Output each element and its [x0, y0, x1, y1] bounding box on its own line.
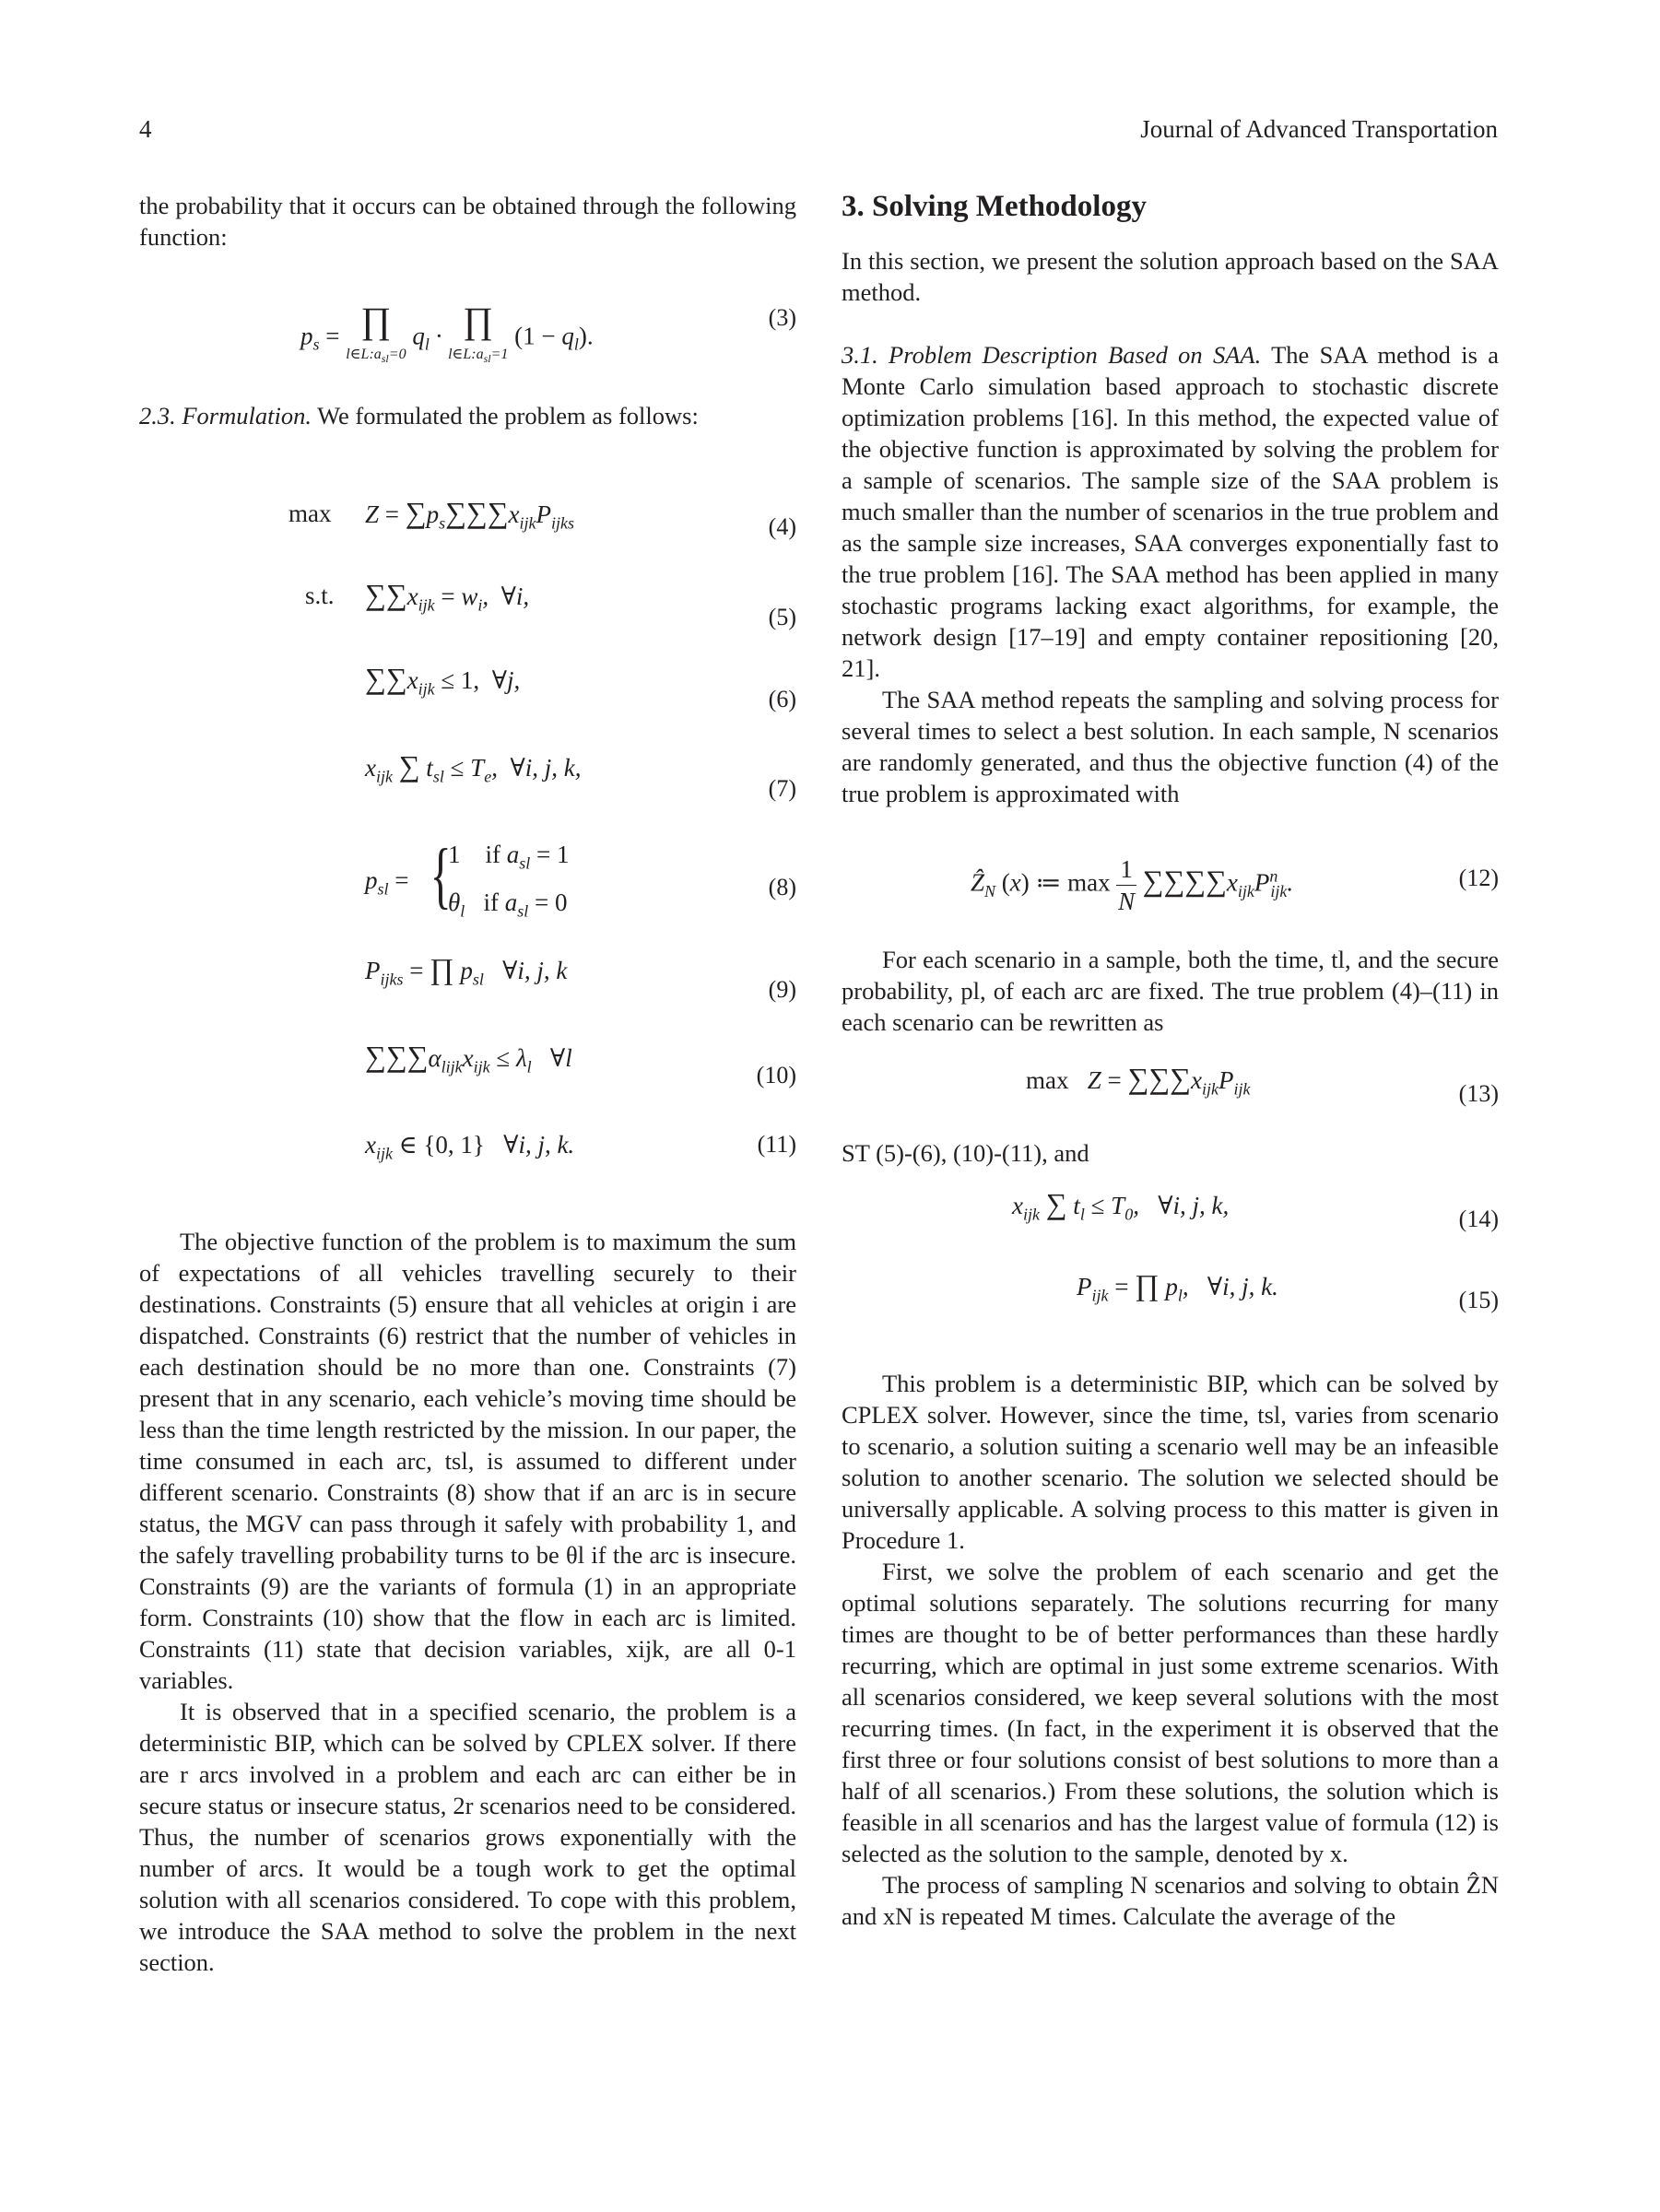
eq-number-14: (14): [1458, 1206, 1499, 1232]
right-para-2: The SAA method repeats the sampling and solving process for several times to select a best solution. In each sample, N scenarios are randomly generated, and thus the objective function (4) of the true problem is approximated with: [842, 686, 1499, 807]
eq-number-13: (13): [1458, 1080, 1499, 1107]
page-number: 4: [139, 115, 152, 143]
left-para-1: The objective function of the problem is to maximum the sum of expectations of all vehicles travelling securely to their destinations. Constraints (5) ensure that all vehicles at origin i are dispatched. Constraints (6) restrict that the number of vehicles in each destination should be no more than one. Constraints (7) present that in any scenario, each vehicle’s moving time should be less than the time length restricted by the mission. In our paper, the time consumed in each arc, tsl, is assumed to different under different scenario. Constraints (8) show that if an arc is in secure status, the MGV can pass through it safely with probability 1, and the safely travelling probability turns to be θl if the arc is insecure. Constraints (9) are the variants of formula (1) in an appropriate form. Constraints (10) show that the flow in each arc is limited. Constraints (11) state that decision variables, xijk, are all 0-1 variables.: [139, 1228, 796, 1694]
eq-number-15: (15): [1458, 1287, 1499, 1313]
st-line: ST (5)-(6), (10)-(11), and: [842, 1139, 1089, 1167]
equation-3: $p_s$ = ∏ $l\in L:a_{sl}=0$ $q_l$ · ∏ $l\in L:a_{sl}=1$ $(1 - q_l)$. (3): [300, 300, 796, 366]
equation-12: Ẑ$_N$ (x) ≔ max $\frac{1}{N}$ $\sum\sum\sum\sum x_{ijk}P^n_{ijk}$. (12): [971, 855, 1499, 915]
right-para-5: First, we solve the problem of each scenario and get the optimal solutions separately. The solutions recurring for many times are thought to be of better performances than these hardly recurring, which are optimal in just some extreme scenarios. With all scenarios considered, we keep several solutions with the most recurring times. (In fact, in the experiment it is observed that the first three or four solutions consist of best solutions to more than a half of all scenarios.) From these solutions, the solution which is feasible in all scenarios and has the largest value of formula (12) is selected as the solution to the sample, denoted by x.: [842, 1558, 1499, 1867]
equation-15: $P_{ijk}$ = ∏ $p_l$, ∀i, j, k. (15): [842, 1266, 1499, 1340]
eq-number-7: (7): [768, 775, 796, 802]
right-intro: In this section, we present the solution approach based on the SAA method.: [842, 247, 1499, 306]
right-para-1-wrap: [842, 339, 1499, 684]
formulation-text: We formulated the problem as follows:: [317, 402, 699, 429]
equation-13: $\max Z = \sum\sum\sum x_{ijk}P_{ijk}$ (13): [842, 1047, 1499, 1130]
eq-number-12: (12): [1458, 865, 1499, 891]
left-column: [139, 190, 796, 1978]
left-para-2: It is observed that in a specified scenario, the problem is a deterministic BIP, which can be solved by CPLEX solver. If there are r arcs involved in a problem and each arc can either be in secure status or insecure status, 2r scenarios need to be considered. Thus, the number of scenarios grows exponentially with the number of arcs. It would be a tough work to get the optimal solution with all scenarios considered. To cope with this problem, we introduce the SAA method to solve the problem in the next section.: [139, 1698, 796, 1976]
eq-number-3: (3): [768, 304, 796, 331]
eq-number-10: (10): [756, 1062, 796, 1088]
right-para-4: This problem is a deterministic BIP, which can be solved by CPLEX solver. However, since the time, tsl, varies from scenario to scenario, a solution suiting a scenario well may be an infeasible solution to another scenario. The solution we selected should be universally applicable. A solving process to this matter is given in Procedure 1.: [842, 1370, 1499, 1554]
journal-title: Journal of Advanced Transportation: [1140, 115, 1498, 143]
left-intro: the probability that it occurs can be obtained through the following function:: [139, 192, 796, 251]
st-label: s.t.: [305, 582, 335, 609]
eq-number-11: (11): [757, 1131, 796, 1158]
right-para-1: The SAA method is a Monte Carlo simulation based approach to stochastic discrete optimization problems [16]. In this method, the expected value of the objective function is approximated by solving the problem for a sample of scenarios. The sample size of the SAA problem is much smaller than the number of scenarios in the true problem and as the sample size increases, SAA converges exponentially fast to the true problem [16]. The SAA method has been applied in many stochastic programs lacking exact algorithms, for example, the network design [17–19] and empty container repositioning [20, 21].: [842, 341, 1499, 682]
right-para-3: For each scenario in a sample, both the time, tl, and the secure probability, pl, of each arc are fixed. The true problem (4)–(11) in each scenario can be rewritten as: [842, 946, 1499, 1036]
eq-number-9: (9): [768, 976, 796, 1003]
right-para-6: The process of sampling N scenarios and solving to obtain ẐN and xN is repeated M times. Calculate the average of the: [842, 1871, 1499, 1930]
equation-14: $x_{ijk}$ ∑ $t_l \le T_0$, ∀i, j, k, (14): [842, 1183, 1499, 1257]
formulation-heading: 2.3. Formulation.: [139, 402, 312, 429]
section-title: 3. Solving Methodology: [842, 190, 1147, 223]
subsection-heading: 3.1. Problem Description Based on SAA.: [842, 341, 1262, 369]
equation-8: $p_{sl}$ = { 1 if $a_{sl} = 1$ $\theta_l$ if $a_{sl} = 0$ (8): [365, 835, 796, 921]
eq-number-4: (4): [768, 513, 796, 540]
eq-number-8: (8): [768, 874, 796, 900]
formulation-line: [139, 400, 796, 431]
right-column: [842, 186, 1499, 1932]
max-label: max: [288, 500, 332, 527]
eq-number-6: (6): [768, 686, 796, 712]
eq-number-5: (5): [768, 604, 796, 630]
model-block: max $Z = \sum p_s\sum\sum\sum x_{ijk}P_{ijks}$ (4) s.t. $\sum\sum x_{ijk} = w_i$, ∀i, (5) $\sum\sum x_{ijk} \le 1$, ∀j, (6) $x_{ijk}$ ∑ $t_{sl} \le T_e$, ∀i, j, k, (7) $p_{sl}$ = { 1 if $a_{sl} = 1$ $\theta_l$ if $a_{sl} = 0$ (8) $P_{ijks}$ = ∏ $p_{sl}$ ∀i, j, k (9) $\sum\sum\sum\alpha_{lijk}x_{ijk} \le \lambda_l$ ∀l (10) $x_{ijk}$ ∈ {0, 1} ∀i, j, k. (11): [139, 442, 796, 1171]
